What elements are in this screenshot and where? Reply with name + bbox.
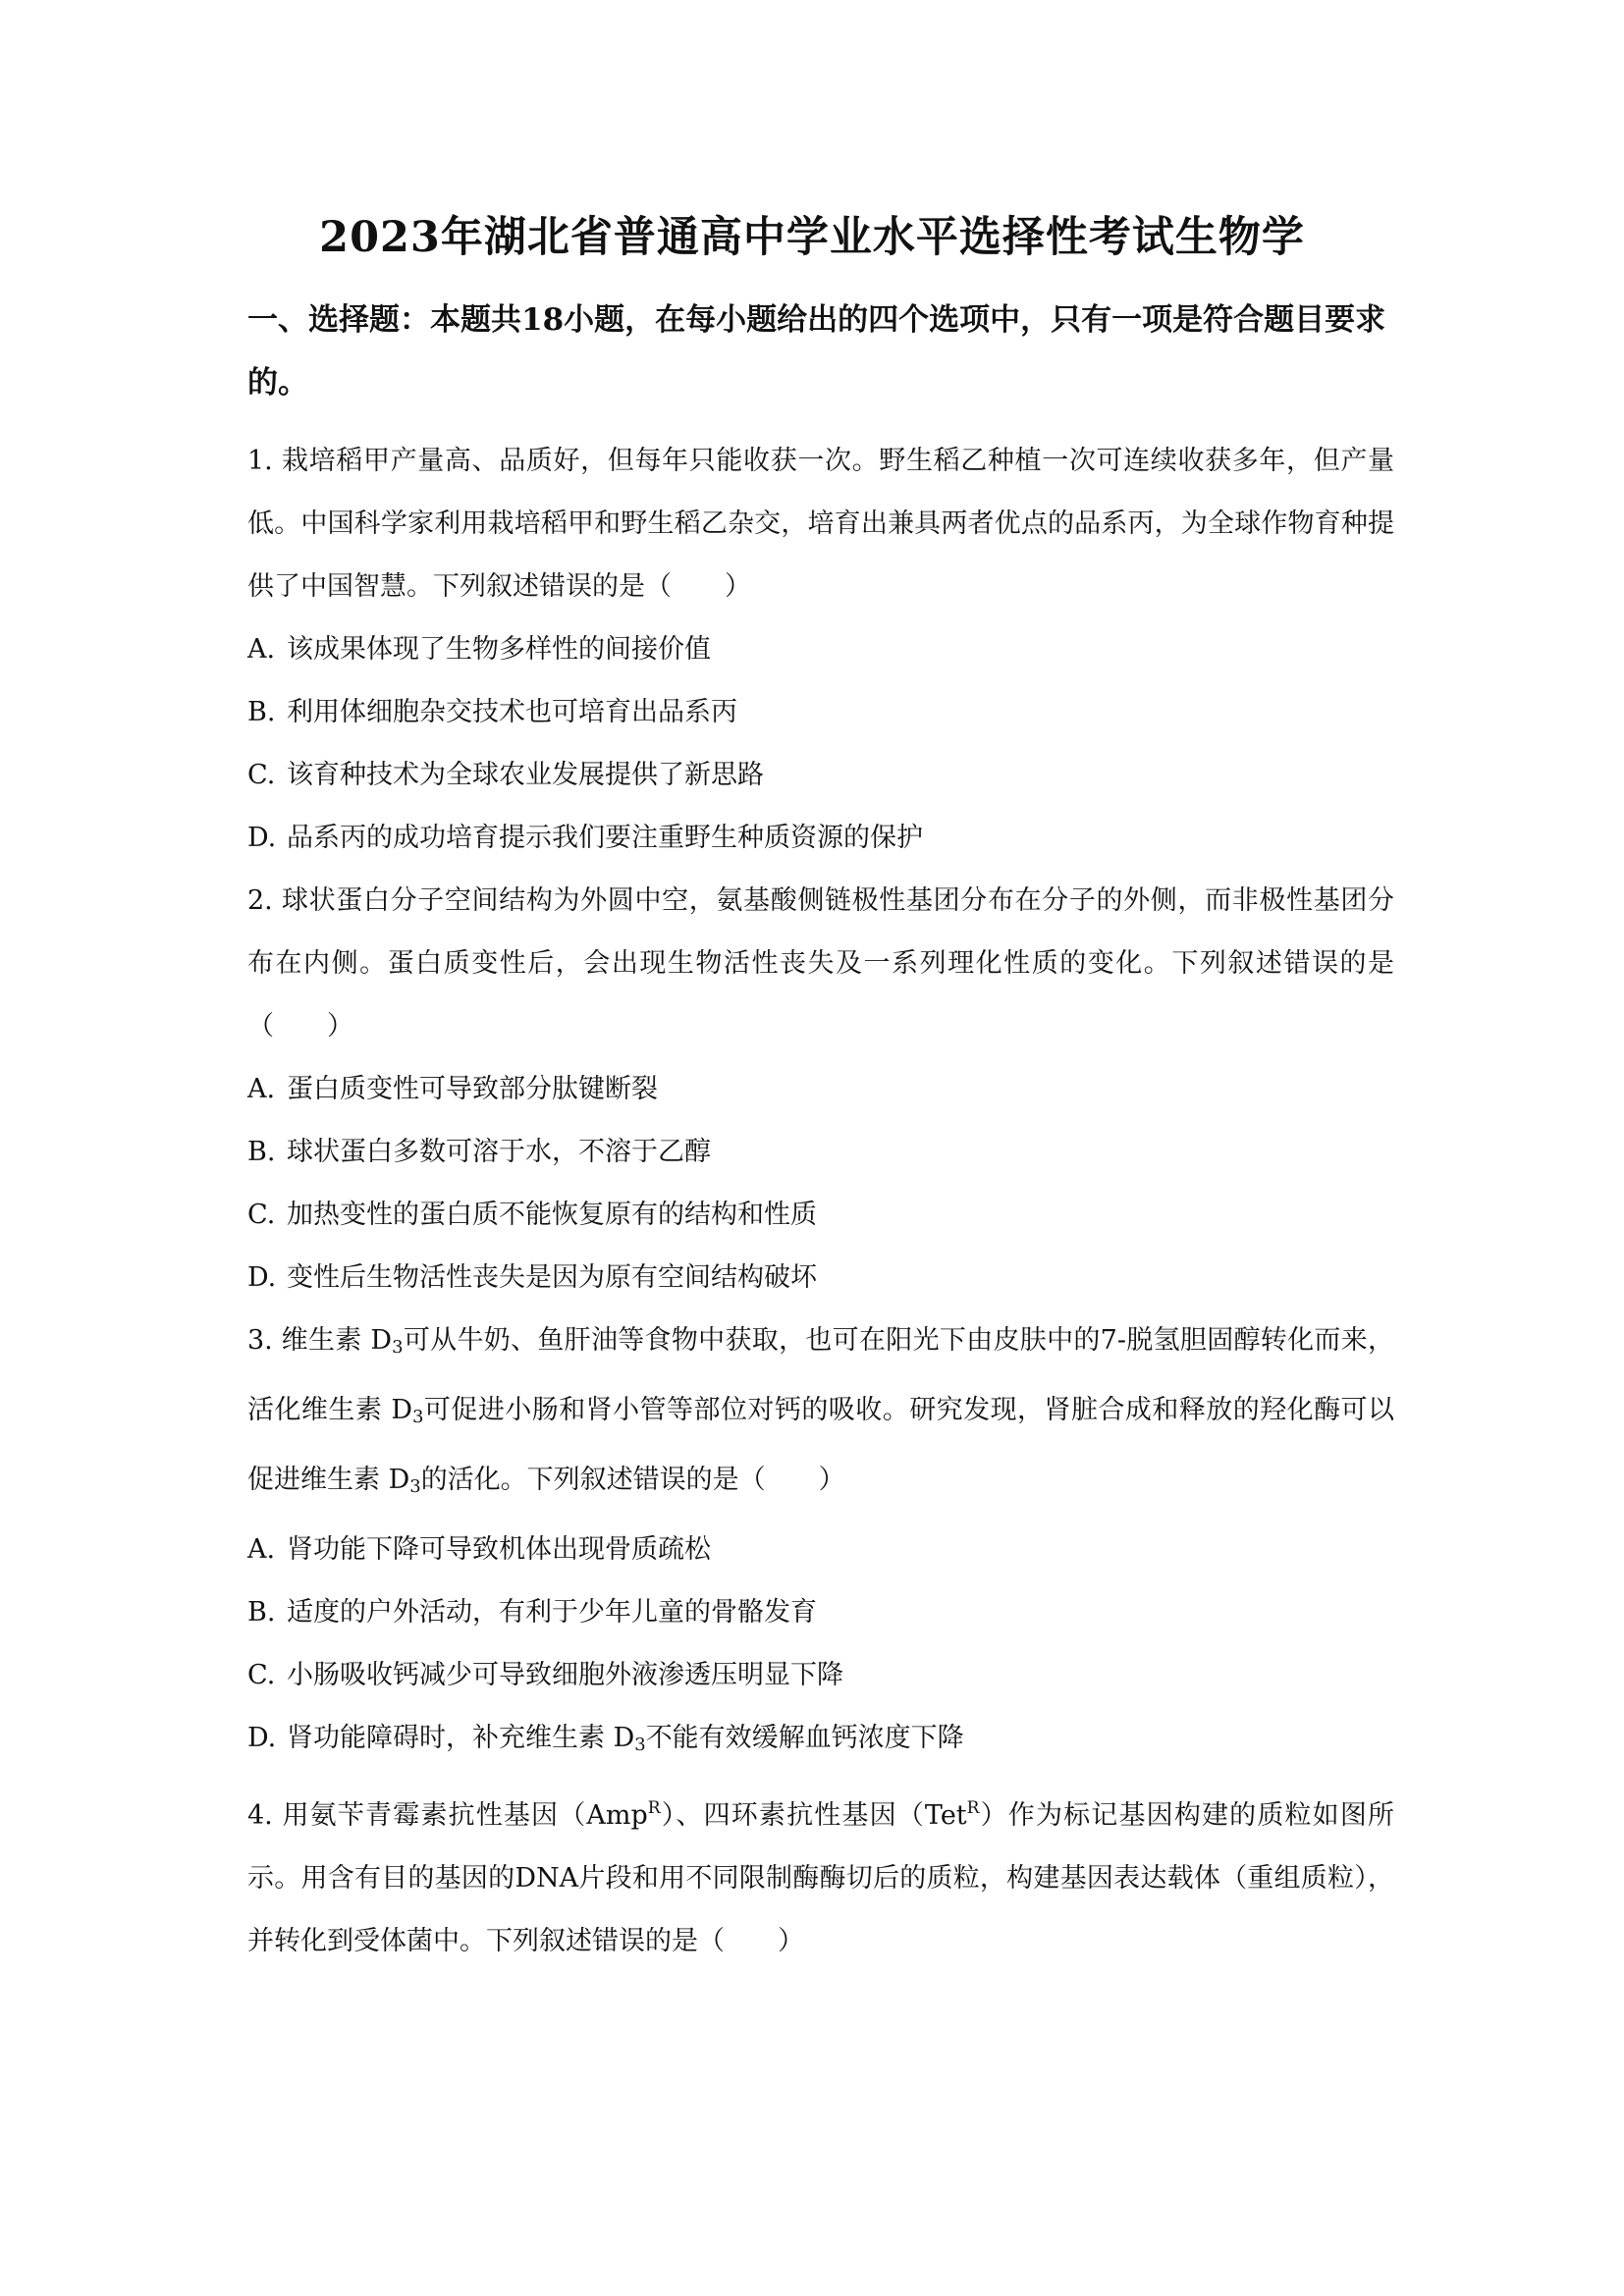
stem-text: ）、四环素抗性基因（Tet (660, 1800, 967, 1831)
option-a[interactable] (247, 1058, 1394, 1121)
question-stem: 1. 栽培稻甲产量高、品质好，但每年只能收获一次。野生稻乙种植一次可连续收获多年，但产量低。中国科学家利用栽培稻甲和野生稻乙杂交，培育出兼具两者优点的品系丙，为全球作物育种提供了中国智慧。下列叙述错误的是（ ） (247, 446, 1394, 602)
option-b[interactable] (247, 1581, 1394, 1644)
option-letter: C. (247, 1660, 276, 1690)
option-letter: C. (247, 1200, 276, 1230)
option-letter: D. (247, 823, 277, 853)
option-d[interactable] (247, 1707, 1394, 1777)
option-b[interactable] (247, 1121, 1394, 1184)
option-text: 加热变性的蛋白质不能恢复原有的结构和性质 (287, 1200, 817, 1230)
option-c[interactable] (247, 744, 1394, 807)
option-d[interactable] (247, 1247, 1394, 1309)
option-letter: B. (247, 1137, 276, 1167)
subscript: 3 (392, 1337, 404, 1358)
subscript: 3 (634, 1735, 646, 1755)
option-letter: A. (247, 634, 276, 665)
option-a[interactable] (247, 1519, 1394, 1581)
superscript: R (966, 1798, 980, 1818)
option-text: 球状蛋白多数可溶于水，不溶于乙醇 (287, 1137, 711, 1167)
option-text: 小肠吸收钙减少可导致细胞外液渗透压明显下降 (287, 1660, 843, 1690)
option-d[interactable] (247, 807, 1394, 870)
superscript: R (647, 1798, 661, 1818)
option-text: 不能有效缓解血钙浓度下降 (645, 1723, 964, 1753)
option-text: 适度的户外活动，有利于少年儿童的骨骼发育 (287, 1597, 817, 1628)
stem-text: ）作为标记基因构建的质粒如图所示。用含有目的基因的DNA片段和用不同限制酶酶切后的质粒，构建基因表达载体（重组质粒），并转化到受体菌中。下列叙述错误的是（ ） (247, 1800, 1394, 1956)
question-4 (247, 1777, 1394, 1973)
option-letter: B. (247, 697, 276, 727)
option-b[interactable] (247, 681, 1394, 744)
question-stem: 2. 球状蛋白分子空间结构为外圆中空，氨基酸侧链极性基团分布在分子的外侧，而非极性基团分布在内侧。蛋白质变性后，会出现生物活性丧失及一系列理化性质的变化。下列叙述错误的是（ ） (247, 885, 1394, 1041)
option-c[interactable] (247, 1644, 1394, 1707)
option-c[interactable] (247, 1184, 1394, 1247)
stem-text: 3. 维生素 D (247, 1325, 393, 1356)
option-text: 蛋白质变性可导致部分肽键断裂 (287, 1074, 658, 1104)
option-letter: C. (247, 760, 276, 790)
questions-area (247, 430, 1394, 1973)
option-letter: A. (247, 1534, 276, 1565)
question-stem (247, 1777, 1394, 1973)
option-letter: A. (247, 1074, 276, 1104)
question-1 (247, 430, 1394, 870)
option-text: 利用体细胞杂交技术也可培育出品系丙 (287, 697, 737, 727)
exam-title: 2023年湖北省普通高中学业水平选择性考试生物学 (319, 213, 1305, 262)
option-text: 变性后生物活性丧失是因为原有空间结构破坏 (287, 1262, 817, 1293)
stem-text: 的活化。下列叙述错误的是（ ） (420, 1465, 845, 1495)
section-heading: 一、选择题：本题共18小题，在每小题给出的四个选项中，只有一项是符合题目要求的。 (247, 302, 1386, 400)
stem-text: 可从牛奶、鱼肝油等食物中获取，也可在阳光下由皮肤中的7-脱氢胆固醇转化而来，活化维生素 D (247, 1325, 1394, 1425)
question-2 (247, 870, 1394, 1309)
subscript: 3 (409, 1476, 421, 1497)
option-text: 该育种技术为全球农业发展提供了新思路 (287, 760, 764, 790)
option-letter: D. (247, 1262, 277, 1293)
option-text: 该成果体现了生物多样性的间接价值 (287, 634, 711, 665)
option-text: 肾功能障碍时，补充维生素 D (287, 1723, 635, 1753)
stem-text: 4. 用氨苄青霉素抗性基因（Amp (247, 1800, 648, 1831)
question-stem (247, 1309, 1394, 1519)
option-a[interactable] (247, 618, 1394, 681)
stem-text: 可促进小肠和肾小管等部位对钙的吸收。研究发现，肾脏合成和释放的羟化酶可以促进维生素 D (247, 1395, 1395, 1495)
subscript: 3 (412, 1407, 424, 1427)
option-letter: D. (247, 1723, 277, 1753)
question-3 (247, 1309, 1394, 1777)
option-letter: B. (247, 1597, 276, 1628)
option-text: 肾功能下降可导致机体出现骨质疏松 (287, 1534, 711, 1565)
option-text: 品系丙的成功培育提示我们要注重野生种质资源的保护 (287, 823, 923, 853)
